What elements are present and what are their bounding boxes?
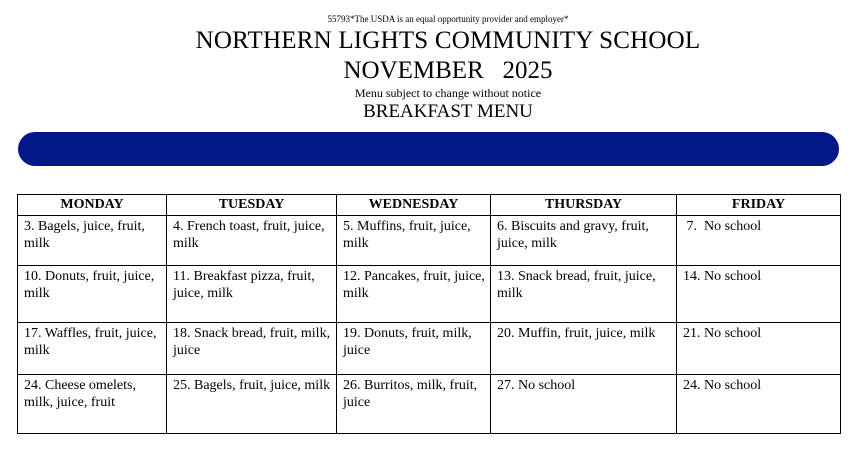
menu-cell: 13. Snack bread, fruit, juice, milk (491, 266, 677, 323)
column-header-friday: FRIDAY (677, 195, 841, 216)
menu-cell: 6. Biscuits and gravy, fruit, juice, milk (491, 216, 677, 266)
breakfast-menu-table (17, 194, 841, 434)
table-row (18, 375, 841, 434)
menu-cell: 18. Snack bread, fruit, milk, juice (167, 323, 337, 375)
menu-cell: 24. Cheese omelets, milk, juice, fruit (18, 375, 167, 434)
menu-cell: 4. French toast, fruit, juice, milk (167, 216, 337, 266)
menu-cell: 25. Bagels, fruit, juice, milk (167, 375, 337, 434)
menu-cell: 21. No school (677, 323, 841, 375)
column-header-tuesday: TUESDAY (167, 195, 337, 216)
menu-cell: 11. Breakfast pizza, fruit, juice, milk (167, 266, 337, 323)
menu-cell: 26. Burritos, milk, fruit, juice (337, 375, 491, 434)
menu-cell: 19. Donuts, fruit, milk, juice (337, 323, 491, 375)
menu-cell: 12. Pancakes, fruit, juice, milk (337, 266, 491, 323)
menu-cell: 3. Bagels, juice, fruit, milk (18, 216, 167, 266)
menu-cell: 20. Muffin, fruit, juice, milk (491, 323, 677, 375)
column-header-wednesday: WEDNESDAY (337, 195, 491, 216)
table-row (18, 266, 841, 323)
header-row (18, 195, 841, 216)
usda-notice: 55793*The USDA is an equal opportunity provider and employer* (327, 14, 569, 24)
school-name: NORTHERN LIGHTS COMMUNITY SCHOOL (195, 27, 701, 54)
menu-cell: 10. Donuts, fruit, juice, milk (18, 266, 167, 323)
column-header-monday: MONDAY (18, 195, 167, 216)
menu-title: BREAKFAST MENU (363, 101, 533, 122)
menu-cell: 17. Waffles, fruit, juice, milk (18, 323, 167, 375)
table-row (18, 323, 841, 375)
column-header-thursday: THURSDAY (491, 195, 677, 216)
menu-cell: 5. Muffins, fruit, juice, milk (337, 216, 491, 266)
menu-month: NOVEMBER 2025 (343, 57, 553, 84)
change-notice: Menu subject to change without notice (354, 86, 542, 100)
menu-cell: 27. No school (491, 375, 677, 434)
menu-cell: 7. No school (677, 216, 841, 266)
menu-cell: 14. No school (677, 266, 841, 323)
table-row (18, 216, 841, 266)
blue-banner (18, 132, 839, 166)
menu-cell: 24. No school (677, 375, 841, 434)
